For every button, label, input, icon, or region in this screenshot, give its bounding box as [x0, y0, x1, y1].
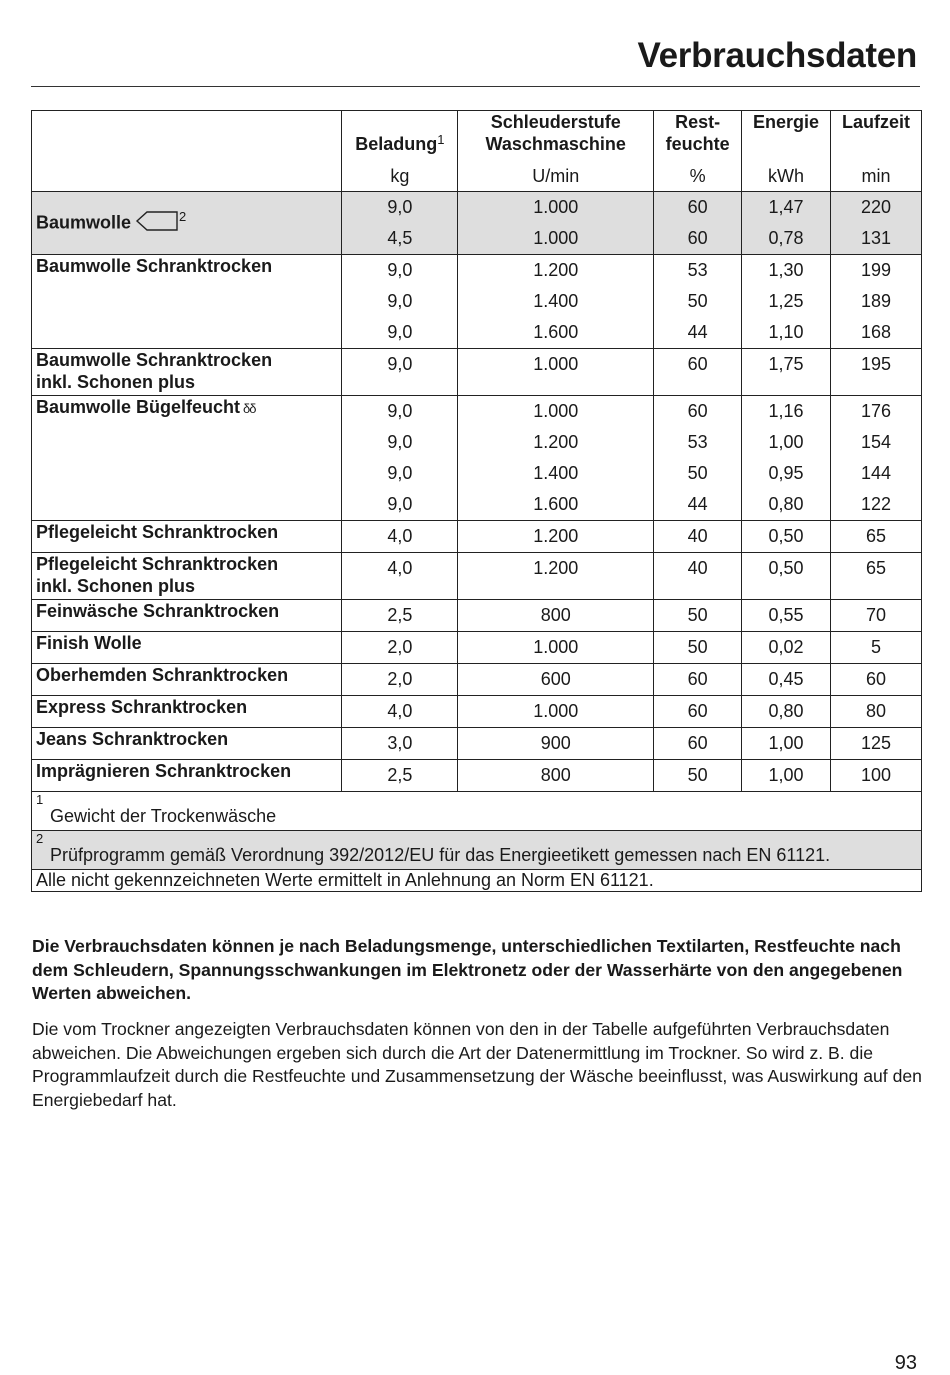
cell-moisture: 44 — [654, 317, 742, 349]
cell-load: 9,0 — [342, 427, 458, 458]
cell-duration: 176 — [831, 396, 922, 428]
table-row — [32, 521, 922, 553]
cell-load: 2,0 — [342, 664, 458, 696]
cell-energy: 0,80 — [742, 696, 831, 728]
cell-load: 4,0 — [342, 521, 458, 553]
cell-load: 3,0 — [342, 728, 458, 760]
cell-duration: 122 — [831, 489, 922, 521]
cell-energy: 1,00 — [742, 760, 831, 792]
cell-duration: 125 — [831, 728, 922, 760]
cell-load: 9,0 — [342, 317, 458, 349]
cell-energy: 1,30 — [742, 255, 831, 287]
cell-duration: 65 — [831, 553, 922, 600]
unit-energy: kWh — [742, 161, 831, 192]
program-name: Baumwolle Bügelfeucht δδ — [32, 396, 342, 521]
cell-load: 9,0 — [342, 458, 458, 489]
cell-spin: 1.200 — [458, 553, 654, 600]
cell-duration: 70 — [831, 600, 922, 632]
cell-moisture: 60 — [654, 349, 742, 396]
cell-duration: 100 — [831, 760, 922, 792]
cell-duration: 65 — [831, 521, 922, 553]
consumption-table — [31, 110, 922, 892]
cell-moisture: 50 — [654, 458, 742, 489]
cell-spin: 1.000 — [458, 192, 654, 224]
cell-spin: 1.600 — [458, 489, 654, 521]
page-title: Verbrauchsdaten — [637, 36, 917, 75]
cell-load: 2,5 — [342, 760, 458, 792]
cell-moisture: 40 — [654, 553, 742, 600]
cell-duration: 154 — [831, 427, 922, 458]
cell-energy: 1,47 — [742, 192, 831, 224]
header-moisture: Rest- feuchte — [654, 111, 742, 162]
cell-load: 2,0 — [342, 632, 458, 664]
program-name: Express Schranktrocken — [32, 696, 342, 728]
cell-load: 2,5 — [342, 600, 458, 632]
cell-energy: 0,50 — [742, 521, 831, 553]
table-row — [32, 696, 922, 728]
notice-paragraph: Die vom Trockner angezeigten Verbrauchsdaten können von den in der Tabelle aufgeführten Verbrauchsdaten abweichen. Die Abweichungen ergeben sich durch die Art der Datenermittlung im Trockner. So wird z. B. die Programmlaufzeit durch die Restfeuchte und Zusammensetzung der Wäsche beeinflusst, was Auswirkung auf den Energiebedarf hat. — [32, 1019, 922, 1110]
program-name: Pflegeleicht Schranktrocken — [32, 521, 342, 553]
cell-energy: 1,75 — [742, 349, 831, 396]
cell-energy: 0,80 — [742, 489, 831, 521]
footnote-row — [32, 870, 922, 892]
table-units-row — [32, 161, 922, 192]
program-name: Oberhemden Schranktrocken — [32, 664, 342, 696]
table-row — [32, 664, 922, 696]
cell-spin: 1.600 — [458, 317, 654, 349]
footnote-marker: 2 — [36, 831, 44, 846]
cell-moisture: 60 — [654, 696, 742, 728]
unit-duration: min — [831, 161, 922, 192]
cell-duration: 220 — [831, 192, 922, 224]
cell-spin: 1.000 — [458, 632, 654, 664]
cell-energy: 0,95 — [742, 458, 831, 489]
cell-moisture: 50 — [654, 600, 742, 632]
cell-spin: 1.400 — [458, 286, 654, 317]
cell-moisture: 50 — [654, 286, 742, 317]
program-name: Baumwolle Schranktrocken inkl. Schonen plus — [32, 349, 342, 396]
unit-spin: U/min — [458, 161, 654, 192]
cell-energy: 0,45 — [742, 664, 831, 696]
footnote-text: Prüfprogramm gemäß Verordnung 392/2012/EU für das Energieetikett gemessen nach EN 61121. — [50, 845, 831, 865]
footnote-text: Gewicht der Trockenwäsche — [50, 806, 277, 826]
footnote-row — [32, 792, 922, 831]
cell-load: 9,0 — [342, 489, 458, 521]
table-row — [32, 349, 922, 396]
cell-spin: 1.200 — [458, 427, 654, 458]
table-row — [32, 255, 922, 287]
footnote-text: Alle nicht gekennzeichneten Werte ermittelt in Anlehnung an Norm EN 61121. — [36, 870, 654, 890]
table-row — [32, 192, 922, 224]
cell-moisture: 60 — [654, 728, 742, 760]
cell-energy: 0,55 — [742, 600, 831, 632]
cell-energy: 1,00 — [742, 728, 831, 760]
header-load: Beladung$^1$ — [342, 111, 458, 162]
cell-load: 9,0 — [342, 396, 458, 428]
cell-duration: 195 — [831, 349, 922, 396]
program-name: Pflegeleicht Schranktrocken inkl. Schonen plus — [32, 553, 342, 600]
cell-spin: 900 — [458, 728, 654, 760]
table-row — [32, 632, 922, 664]
cell-moisture: 53 — [654, 255, 742, 287]
cell-spin: 1.000 — [458, 349, 654, 396]
cell-energy: 0,02 — [742, 632, 831, 664]
table-row — [32, 396, 922, 428]
cell-duration: 5 — [831, 632, 922, 664]
cell-duration: 189 — [831, 286, 922, 317]
cell-moisture: 60 — [654, 223, 742, 255]
unit-moisture: % — [654, 161, 742, 192]
cell-load: 9,0 — [342, 349, 458, 396]
table-body — [32, 192, 922, 792]
footnote-row — [32, 831, 922, 870]
cell-duration: 131 — [831, 223, 922, 255]
program-name: Baumwolle $^2$ — [32, 192, 342, 255]
cell-spin: 1.000 — [458, 396, 654, 428]
cell-moisture: 40 — [654, 521, 742, 553]
cell-duration: 168 — [831, 317, 922, 349]
cell-spin: 1.400 — [458, 458, 654, 489]
table-row — [32, 553, 922, 600]
cell-energy: 0,50 — [742, 553, 831, 600]
cell-duration: 60 — [831, 664, 922, 696]
footnote-marker: 2 — [179, 208, 187, 224]
table-row — [32, 728, 922, 760]
cell-load: 4,5 — [342, 223, 458, 255]
cell-spin: 1.000 — [458, 696, 654, 728]
cell-load: 9,0 — [342, 192, 458, 224]
table-header-row — [32, 111, 922, 162]
cell-spin: 600 — [458, 664, 654, 696]
program-name: Feinwäsche Schranktrocken — [32, 600, 342, 632]
cell-spin: 1.000 — [458, 223, 654, 255]
cell-spin: 1.200 — [458, 521, 654, 553]
cell-load: 4,0 — [342, 696, 458, 728]
header-energy: Energie — [742, 111, 831, 162]
cell-moisture: 50 — [654, 632, 742, 664]
cell-moisture: 60 — [654, 396, 742, 428]
table-row — [32, 760, 922, 792]
table-row — [32, 600, 922, 632]
cell-moisture: 60 — [654, 192, 742, 224]
header-spin: Schleuderstufe Waschmaschine — [458, 111, 654, 162]
header-duration: Laufzeit — [831, 111, 922, 162]
cell-duration: 144 — [831, 458, 922, 489]
cell-load: 9,0 — [342, 286, 458, 317]
double-drop-icon: δδ — [243, 401, 256, 416]
footnote-marker: 1 — [36, 792, 44, 807]
cell-energy: 1,10 — [742, 317, 831, 349]
cell-energy: 1,16 — [742, 396, 831, 428]
program-name: Imprägnieren Schranktrocken — [32, 760, 342, 792]
cell-spin: 800 — [458, 760, 654, 792]
page-number: 93 — [894, 1352, 917, 1374]
title-divider — [31, 86, 920, 87]
footnotes — [32, 792, 922, 892]
cell-spin: 800 — [458, 600, 654, 632]
cell-moisture: 50 — [654, 760, 742, 792]
cell-moisture: 60 — [654, 664, 742, 696]
program-name: Baumwolle Schranktrocken — [32, 255, 342, 349]
notice-bold-paragraph: Die Verbrauchsdaten können je nach Beladungsmenge, unterschiedlichen Textilarten, Restfeuchte nach dem Schleudern, Spannungsschwankungen im Elektronetz oder der Wasserhärte von den angegebenen Werten abweichen. — [32, 936, 903, 1003]
cell-duration: 199 — [831, 255, 922, 287]
cell-energy: 1,25 — [742, 286, 831, 317]
header-program — [32, 111, 342, 162]
cell-moisture: 44 — [654, 489, 742, 521]
cell-energy: 0,78 — [742, 223, 831, 255]
cell-spin: 1.200 — [458, 255, 654, 287]
cell-load: 9,0 — [342, 255, 458, 287]
program-name: Finish Wolle — [32, 632, 342, 664]
cell-energy: 1,00 — [742, 427, 831, 458]
program-name: Jeans Schranktrocken — [32, 728, 342, 760]
cell-moisture: 53 — [654, 427, 742, 458]
cell-duration: 80 — [831, 696, 922, 728]
cell-load: 4,0 — [342, 553, 458, 600]
eco-label-icon — [135, 210, 179, 237]
unit-load: kg — [342, 161, 458, 192]
